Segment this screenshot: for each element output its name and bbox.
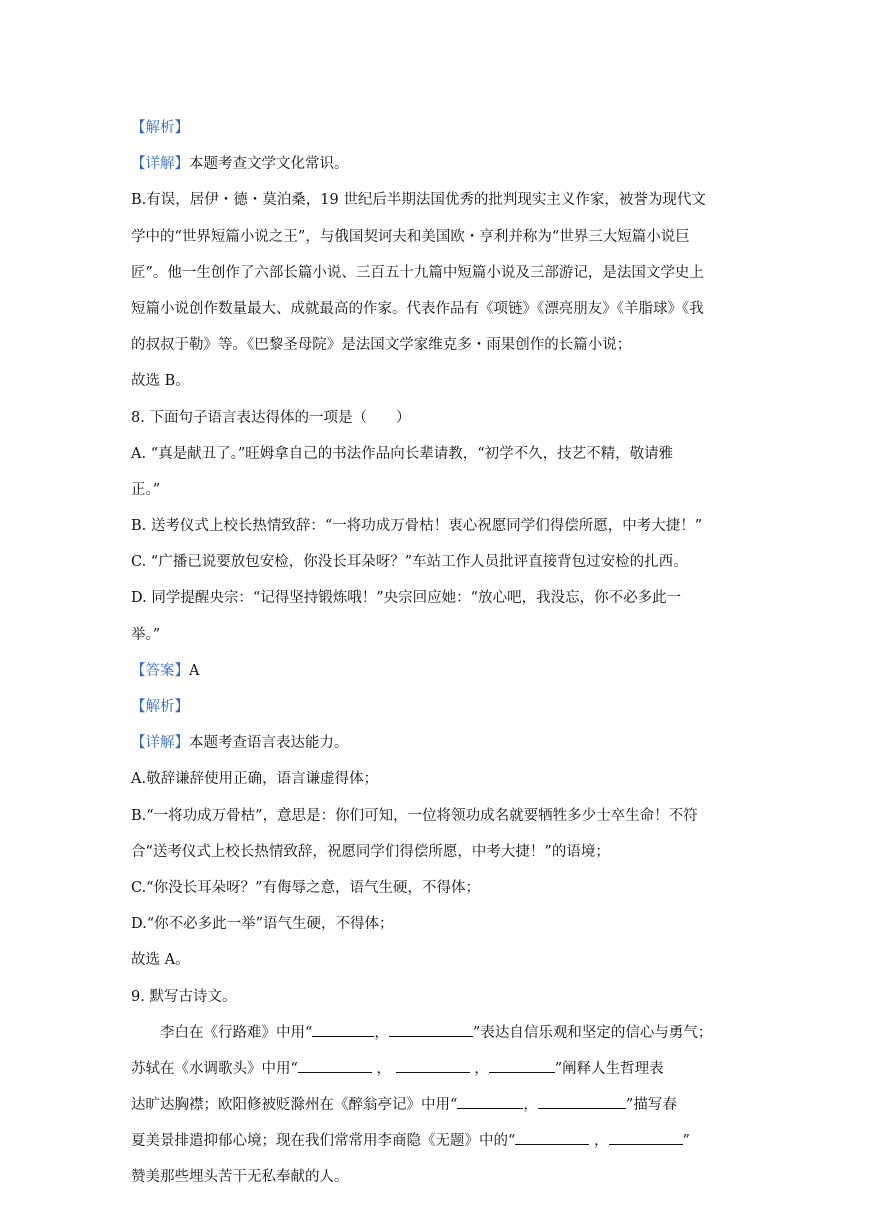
line-text: 的叔叔于勒》等。《巴黎圣母院》是法国文学家维克多・雨果创作的长篇小说； — [131, 337, 632, 354]
text-line — [131, 834, 741, 870]
poem-sep: ， — [371, 1060, 396, 1077]
fill-blank[interactable] — [489, 1056, 555, 1073]
poem-text: ”阐释人生哲理表 — [554, 1060, 664, 1077]
poem-line-3 — [131, 1087, 741, 1123]
poem-line-5 — [131, 1159, 741, 1195]
fill-blank[interactable] — [457, 1092, 523, 1109]
poem-text: 达旷达胸襟；欧阳修被贬滁州在《醉翁亭记》中用“ — [131, 1097, 458, 1114]
line-text: 合“送考仪式上校长热情致辞，祝愿同学们得偿所愿，中考大捷！”的语境； — [131, 843, 610, 860]
text-line — [131, 942, 741, 978]
text-line — [131, 219, 741, 255]
text-line — [131, 617, 741, 653]
poem-sep: ， — [469, 1060, 489, 1077]
text-line — [131, 761, 741, 797]
poem-text: 夏美景排遣抑郁心境；现在我们常常用李商隐《无题》中的“ — [131, 1133, 516, 1150]
line-text: 本题考查语言表达能力。 — [189, 735, 349, 752]
line-text: B.有误，居伊・德・莫泊桑，19 世纪后半期法国优秀的批判现实主义作家，被誉为现代文 — [131, 192, 706, 209]
line-text: A. “真是献丑了。”旺姆拿自己的书法作品向长辈请教，“初学不久，技艺不精，敬请雅 — [131, 445, 674, 462]
poem-text: 苏轼在《水调歌头》中用“ — [131, 1060, 298, 1077]
poem-text: 李白在《行路难》中用“ — [160, 1024, 313, 1041]
line-text: B.“一将功成万骨枯”，意思是：你们可知，一位将领功成名就要牺牲多少士卒生命！不符 — [131, 807, 698, 824]
fill-blank[interactable] — [609, 1128, 683, 1145]
text-lines — [131, 110, 741, 1015]
line-text: 本题考查文学文化常识。 — [189, 156, 349, 173]
section-tag: 【答案】 — [131, 662, 189, 679]
line-text: C. “广播已说要放包安检，你没长耳朵呀？”车站工作人员批评直接背包过安检的扎西。 — [131, 554, 688, 571]
line-text: 短篇小说创作数量最大、成就最高的作家。代表作品有《项链》《漂亮朋友》《羊脂球》《我 — [131, 300, 704, 317]
poem-sep: ， — [589, 1133, 609, 1150]
fill-blank[interactable] — [538, 1092, 626, 1109]
poem-line-1 — [131, 1015, 741, 1051]
line-text: 匠”。他一生创作了六部长篇小说、三百五十九篇中短篇小说及三部游记，是法国文学史上 — [131, 264, 704, 281]
poem-line-4 — [131, 1123, 741, 1159]
line-text: 故选 A。 — [131, 952, 190, 969]
poem-text: ”描写春 — [625, 1097, 677, 1114]
text-line — [131, 653, 741, 689]
text-line — [131, 255, 741, 291]
text-line — [131, 870, 741, 906]
text-line — [131, 182, 741, 218]
section-tag: 【详解】 — [131, 735, 189, 752]
text-line — [131, 110, 741, 146]
text-line — [131, 689, 741, 725]
line-text: D.“你不必多此一举”语气生硬，不得体； — [131, 916, 394, 933]
fill-blank[interactable] — [312, 1020, 374, 1037]
line-text: D. 同学提醒央宗：“记得坚持锻炼哦！”央宗回应她：“放心吧，我没忘，你不必多此一 — [131, 590, 682, 607]
text-line — [131, 146, 741, 182]
poem-text: 赞美那些埋头苦干无私奉献的人。 — [131, 1169, 349, 1186]
fill-blank[interactable] — [396, 1056, 470, 1073]
text-line — [131, 544, 741, 580]
text-line — [131, 400, 741, 436]
poem-sep: ， — [374, 1024, 389, 1041]
text-line — [131, 979, 741, 1015]
text-line — [131, 725, 741, 761]
text-line — [131, 798, 741, 834]
line-text: 故选 B。 — [131, 373, 190, 390]
text-line — [131, 327, 741, 363]
line-text: A.敬辞谦辞使用正确，语言谦虚得体； — [131, 771, 379, 788]
text-line — [131, 472, 741, 508]
line-text: 学中的“世界短篇小说之王”，与俄国契诃夫和美国欧・亨利并称为“世界三大短篇小说巨 — [131, 228, 690, 245]
line-text: 9. 默写古诗文。 — [131, 988, 237, 1005]
section-tag: 【解析】 — [131, 120, 189, 136]
document-body — [131, 110, 741, 1196]
fill-blank[interactable] — [298, 1056, 372, 1073]
text-line — [131, 291, 741, 327]
poem-line-2 — [131, 1051, 741, 1087]
poem-text: ” — [682, 1133, 690, 1150]
fill-blank[interactable] — [515, 1128, 589, 1145]
line-text: C.“你没长耳朵呀？”有侮辱之意，语气生硬，不得体； — [131, 879, 481, 896]
section-tag: 【解析】 — [131, 699, 189, 715]
text-line — [131, 906, 741, 942]
text-line — [131, 508, 741, 544]
text-line — [131, 436, 741, 472]
text-line — [131, 580, 741, 616]
line-text: 8. 下面句子语言表达得体的一项是（ ） — [131, 409, 411, 426]
section-tag: 【详解】 — [131, 156, 189, 173]
poem-text: ”表达自信乐观和坚定的信心与勇气； — [472, 1024, 713, 1041]
text-line — [131, 363, 741, 399]
line-text: A — [189, 662, 200, 679]
fill-blank[interactable] — [389, 1020, 473, 1037]
line-text: B. 送考仪式上校长热情致辞：“一将功成万骨枯！衷心祝愿同学们得偿所愿，中考大捷！” — [131, 518, 703, 535]
line-text: 举。” — [131, 626, 161, 643]
line-text: 正。” — [131, 481, 161, 498]
poem-sep: ， — [523, 1097, 538, 1114]
